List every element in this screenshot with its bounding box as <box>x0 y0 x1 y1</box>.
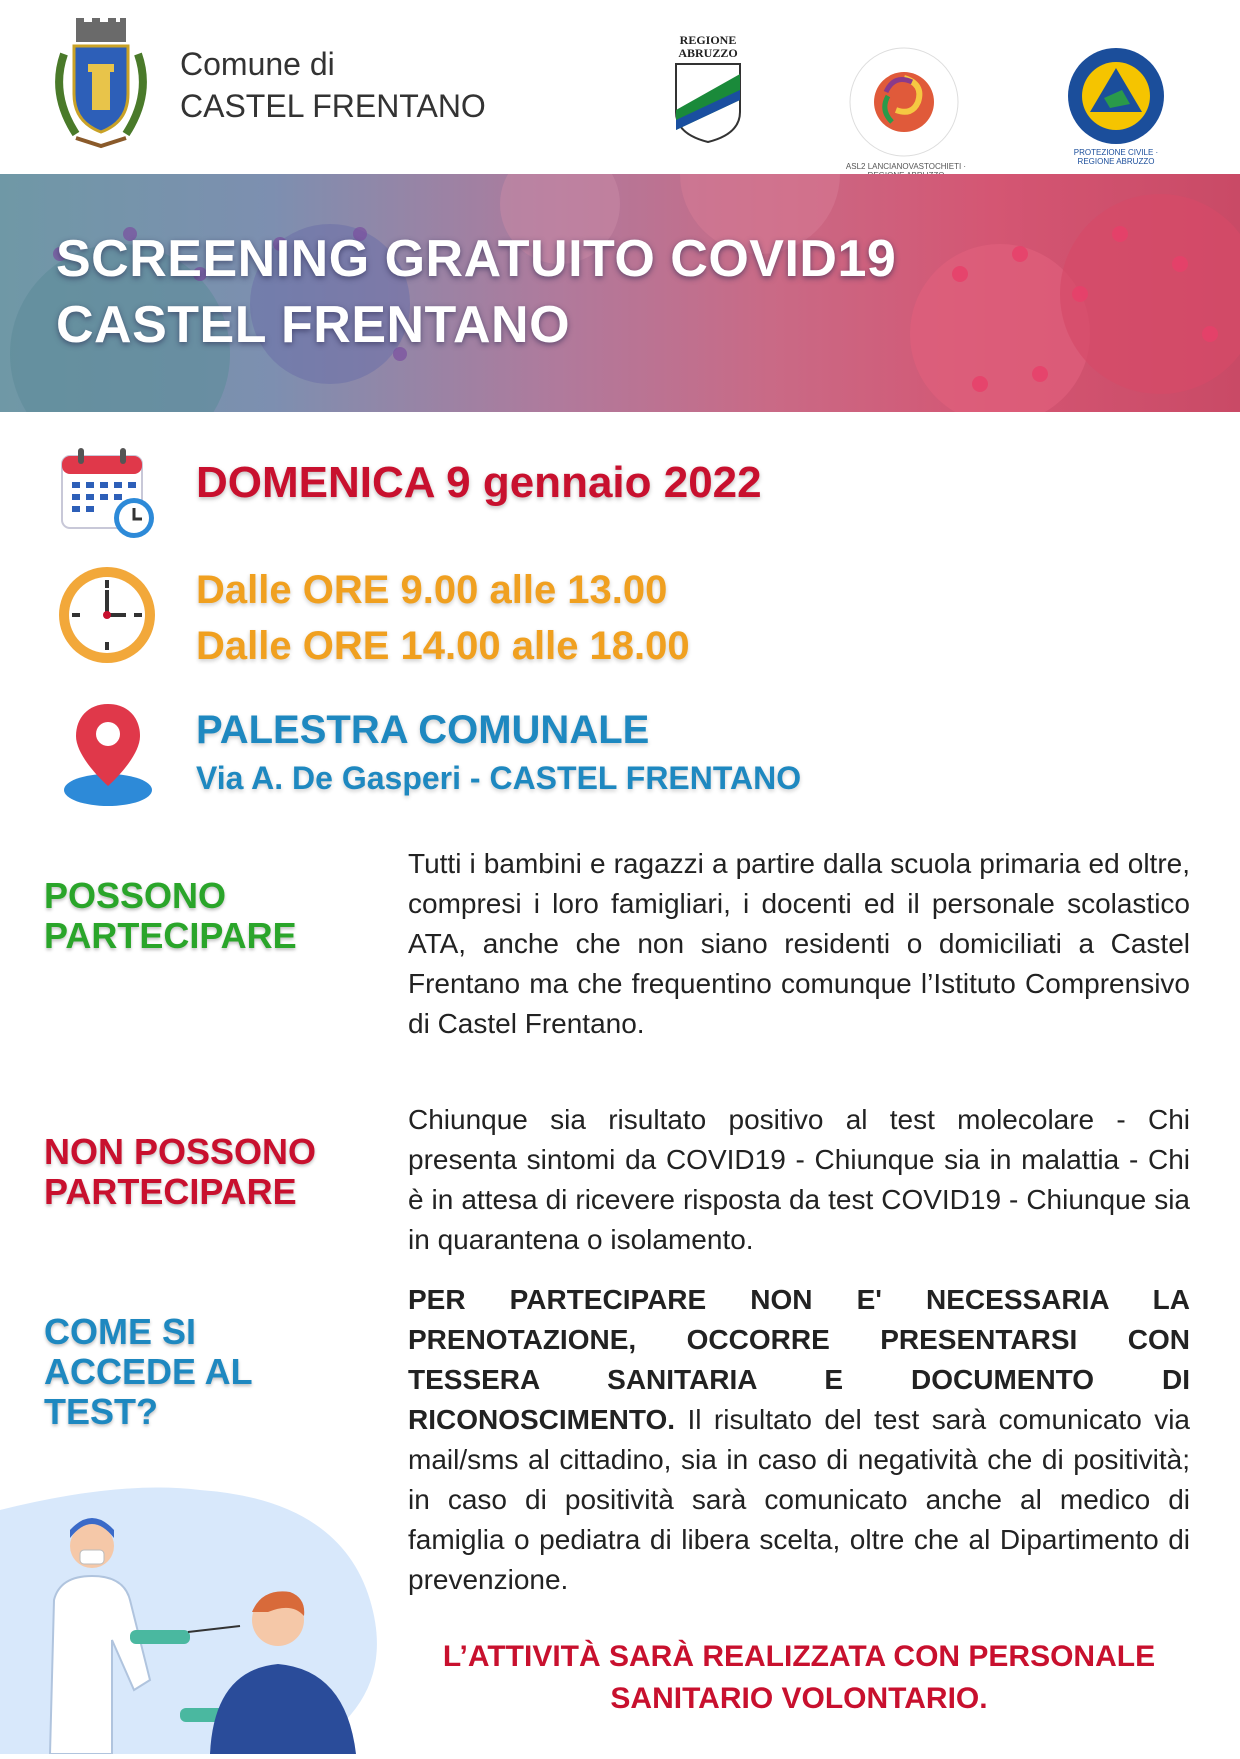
protezione-civile-logo <box>1066 46 1166 166</box>
event-hours <box>196 562 690 674</box>
who-can-line1: POSSONO <box>44 875 227 916</box>
banner-title-line2: CASTEL FRENTANO <box>56 296 571 354</box>
clock-icon <box>56 564 158 666</box>
volunteer-note-line2: SANITARIO VOLONTARIO. <box>610 1682 988 1715</box>
how-access-line1: COME SI <box>44 1311 197 1352</box>
how-access-bold-text: PER PARTECIPARE NON E' NECESSARIA LA PRENOTAZIONE, OCCORRE PRESENTARSI CON TESSERA SANITARIA E DOCUMENTO DI RICONOSCIMENTO. <box>408 1284 1190 1435</box>
banner-title <box>56 226 896 358</box>
how-access-line3: TEST? <box>44 1391 158 1432</box>
asl2-logo <box>845 44 967 171</box>
abruzzo-shield-icon <box>668 60 748 144</box>
municipality-line2: CASTEL FRENTANO <box>180 88 486 124</box>
banner-title-line1: SCREENING GRATUITO COVID19 <box>56 230 897 288</box>
label-who-can <box>44 876 297 956</box>
how-access-rest-text: Il risultato del test sarà comunicato via mail/sms al cittadino, sia in caso di negatività che di positività; in caso di positività sarà comunicato anche al medico di famiglia o pediatra di libera scelta, oltre che al Dipartimento di prevenzione. <box>408 1404 1190 1595</box>
how-access-line2: ACCEDE AL <box>44 1351 253 1392</box>
municipality-name <box>180 44 486 128</box>
volunteer-note-line1: L’ATTIVITÀ SARÀ REALIZZATA CON PERSONALE <box>442 1640 1156 1673</box>
hours-line1: Dalle ORE 9.00 alle 13.00 <box>196 568 668 612</box>
label-who-cannot <box>44 1132 316 1212</box>
pc-logo-text: PROTEZIONE CIVILE · REGIONE ABRUZZO <box>1073 148 1159 166</box>
regione-logo-text1: REGIONE <box>679 33 737 47</box>
asl-logo-text: ASL2 LANCIANOVASTOCHIETI · <box>845 162 967 171</box>
doctor-swab-icon <box>0 1480 400 1754</box>
who-cannot-line1: NON POSSONO <box>44 1131 317 1172</box>
location-pin-icon <box>60 698 156 810</box>
event-address: Via A. De Gasperi - CASTEL FRENTANO <box>196 760 802 796</box>
protezione-civile-icon <box>1066 46 1166 146</box>
swab-test-illustration <box>0 1480 400 1754</box>
how-access-text <box>408 1280 1190 1600</box>
asl-spiral-icon <box>846 44 962 160</box>
municipality-line1: Comune di <box>180 46 335 82</box>
hours-line2: Dalle ORE 14.00 alle 18.00 <box>196 624 690 668</box>
who-can-line2: PARTECIPARE <box>44 915 297 956</box>
regione-logo-text2: ABRUZZO <box>678 46 738 60</box>
event-date: DOMENICA 9 gennaio 2022 <box>196 458 762 507</box>
who-cannot-line2: PARTECIPARE <box>44 1171 297 1212</box>
title-banner <box>0 174 1240 412</box>
regione-abruzzo-logo <box>668 34 748 144</box>
who-can-text: Tutti i bambini e ragazzi a partire dalla scuola primaria ed oltre, compresi i loro famigliari, i docenti ed il personale scolastico ATA, anche che non siano residenti o domiciliati a Castel Frentano ma che frequentino comunque l’Istituto Comprensivo di Castel Frentano. <box>408 848 1190 1039</box>
label-how-access <box>44 1312 253 1432</box>
volunteer-note <box>408 1636 1190 1720</box>
event-place: PALESTRA COMUNALE <box>196 708 650 752</box>
municipal-crest-icon <box>46 14 156 154</box>
who-cannot-text: Chiunque sia risultato positivo al test molecolare - Chi presenta sintomi da COVID19 - Chiunque sia in malattia - Chi è in attesa di ricevere risposta da test COVID19 - Chiunque sia in quarantena o isolamento. <box>408 1104 1190 1255</box>
calendar-icon <box>58 442 158 542</box>
